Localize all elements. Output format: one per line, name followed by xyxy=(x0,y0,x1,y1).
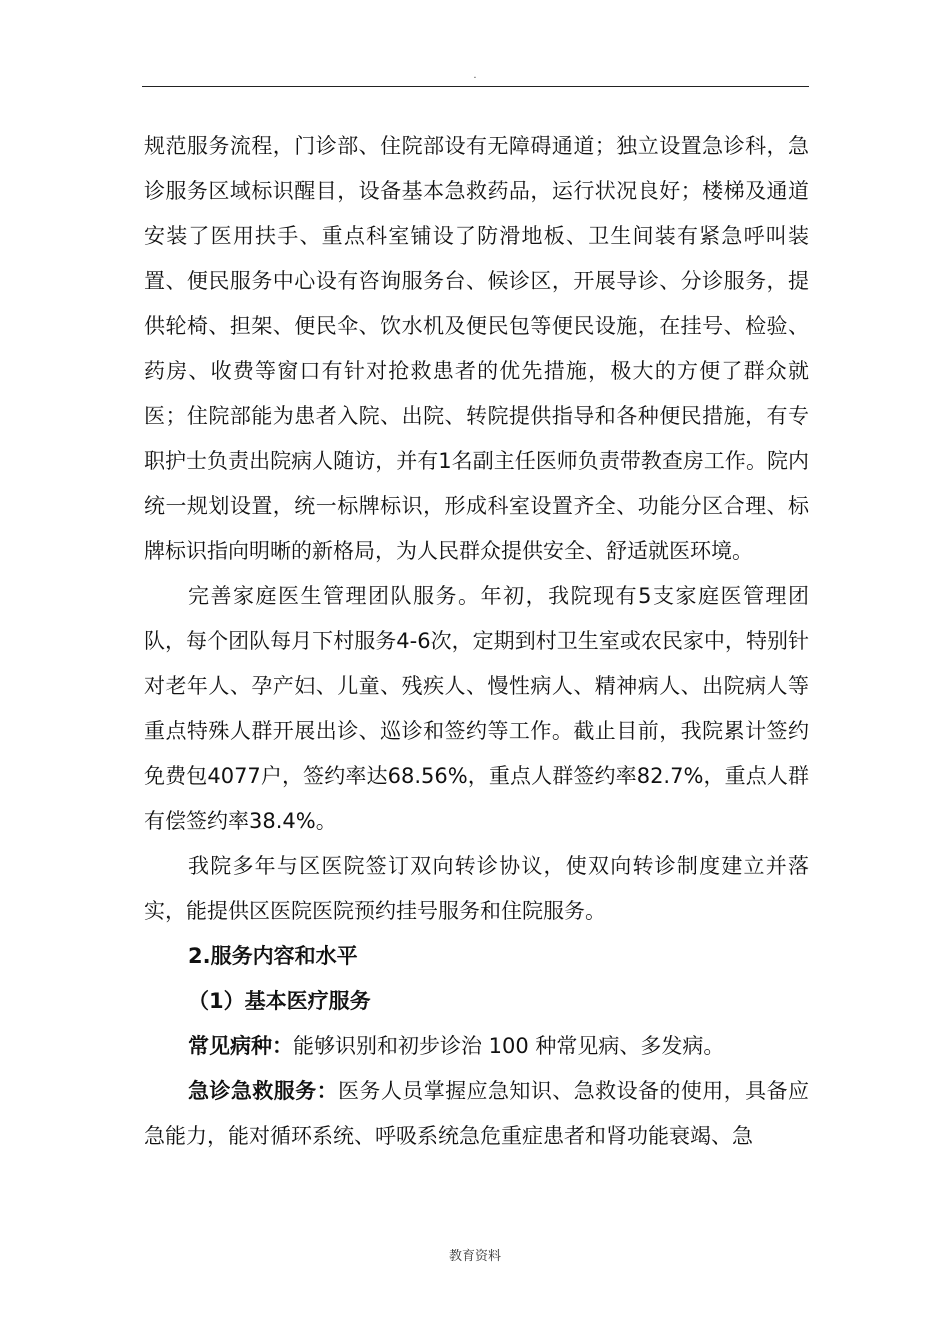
item-text: 医务人员掌握应急知识、急救设备的使用，具备应急能力，能对循环系统、呼吸系统急危重症患者和肾功能衰竭、急 xyxy=(144,1079,809,1148)
document-body xyxy=(144,124,809,1159)
paragraph-family-doctor: 完善家庭医生管理团队服务。年初，我院现有5支家庭医管理团队，每个团队每月下村服务4-6次，定期到村卫生室或农民家中，特别针对老年人、孕产妇、儿童、残疾人、慢性病人、精神病人、出院病人等重点特殊人群开展出诊、巡诊和签约等工作。截止目前，我院累计签约免费包4077户，签约率达68.56%，重点人群签约率82.7%，重点人群有偿签约率38.4%。 xyxy=(144,584,809,833)
item-text: 能够识别和初步诊治 100 种常见病、多发病。 xyxy=(293,1034,725,1058)
subsection-heading: （1）基本医疗服务 xyxy=(188,989,371,1013)
header-rule xyxy=(142,86,809,87)
item-label: 常见病种： xyxy=(188,1034,293,1058)
item-common-diseases xyxy=(144,1024,809,1069)
header-mark: . xyxy=(473,70,477,81)
section-heading: 2.服务内容和水平 xyxy=(188,944,358,968)
page-footer: 教育资料 xyxy=(448,1249,501,1264)
item-emergency-service xyxy=(144,1069,809,1159)
paragraph-referral: 我院多年与区医院签订双向转诊协议，使双向转诊制度建立并落实，能提供区医院医院预约挂号服务和住院服务。 xyxy=(144,854,809,923)
item-label: 急诊急救服务： xyxy=(188,1079,338,1103)
paragraph-facilities: 规范服务流程，门诊部、住院部设有无障碍通道；独立设置急诊科，急诊服务区域标识醒目，设备基本急救药品，运行状况良好；楼梯及通道安装了医用扶手、重点科室铺设了防滑地板、卫生间装有紧急呼叫装置、便民服务中心设有咨询服务台、候诊区，开展导诊、分诊服务，提供轮椅、担架、便民伞、饮水机及便民包等便民设施，在挂号、检验、药房、收费等窗口有针对抢救患者的优先措施，极大的方便了群众就医；住院部能为患者入院、出院、转院提供指导和各种便民措施，有专职护士负责出院病人随访，并有1名副主任医师负责带教查房工作。院内统一规划设置，统一标牌标识，形成科室设置齐全、功能分区合理、标牌标识指向明晰的新格局，为人民群众提供安全、舒适就医环境。 xyxy=(144,134,809,563)
